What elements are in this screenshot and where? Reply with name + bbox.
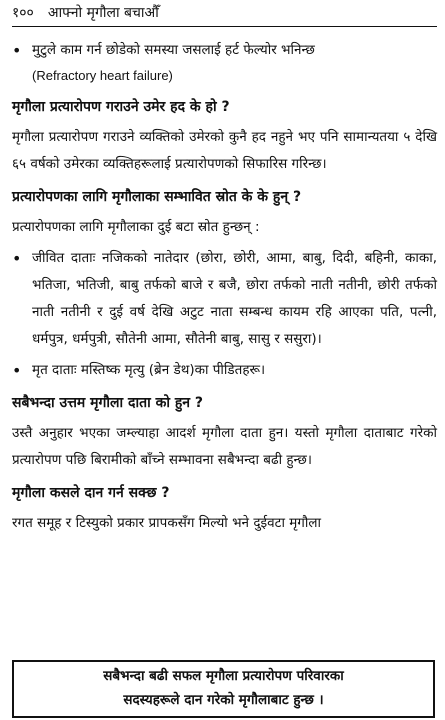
bullet-icon: • bbox=[12, 249, 22, 268]
callout-box bbox=[12, 660, 435, 718]
paragraph-who-can-donate: रगत समूह र टिस्युको प्रकार प्रापकसँग मिल्यो भने दुईवटा मृगौला bbox=[12, 515, 322, 531]
running-title: आफ्नो मृगौला बचाऔँ bbox=[47, 5, 159, 21]
book-page bbox=[12, 0, 437, 708]
list-item bbox=[12, 245, 437, 353]
paragraph-age-limit: मृगौला प्रत्यारोपण गराउने व्यक्तिको उमेरको कुनै हद नहुने भए पनि सामान्यतया ५ देखि ६५ वर्षको उमेरका व्यक्तिहरूलाई प्रत्यारोपणको सिफारिस गरिन्छ। bbox=[12, 129, 437, 172]
section-heading-who-can-donate: मृगौला कसले दान गर्न सक्छ ? bbox=[12, 485, 170, 501]
section-heading-best-donor: सबैभन्दा उत्तम मृगौला दाता को हुन ? bbox=[12, 395, 204, 411]
callout-line-2: सदस्यहरूले दान गरेको मृगौलाबाट हुन्छ । bbox=[123, 692, 324, 708]
paragraph-sources-intro: प्रत्यारोपणका लागि मृगौलाका दुई बटा स्रोत हुन्छन् : bbox=[12, 219, 260, 235]
page-number: १०० bbox=[12, 5, 34, 21]
paragraph-best-donor: उस्तै अनुहार भएका जम्ल्याहा आदर्श मृगौला दाता हुन। यस्तो मृगौला दाताबाट गरेको प्रत्यारोपण पछि बिरामीको बाँच्ने सम्भावना सबैभन्दा बढी हुन्छ। bbox=[12, 425, 437, 468]
bullet-icon: • bbox=[12, 361, 22, 380]
section-heading-age-limit: मृगौला प्रत्यारोपण गराउने उमेर हद के हो ? bbox=[12, 99, 230, 115]
section-heading-sources: प्रत्यारोपणका लागि मृगौलाका सम्भावित स्रोत के के हुन् ? bbox=[12, 189, 302, 205]
list-item-text: मृत दाताः मस्तिष्क मृत्यु (ब्रेन डेथ)का पीडितहरू। bbox=[32, 362, 266, 378]
running-header bbox=[12, 0, 437, 27]
bullet-icon: • bbox=[12, 41, 22, 60]
callout-line-1: सबैभन्दा बढी सफल मृगौला प्रत्यारोपण परिवारका bbox=[103, 668, 344, 684]
bullet-text: मुटुले काम गर्न छोडेको समस्या जसलाई हर्ट फेल्योर भनिन्छ bbox=[32, 42, 315, 58]
top-bullet bbox=[12, 37, 437, 88]
bullet-english-term: (Refractory heart failure) bbox=[32, 68, 173, 83]
list-item bbox=[12, 357, 437, 384]
list-item-text: जीवित दाताः नजिकको नातेदार (छोरा, छोरी, आमा, बाबु, दिदी, बहिनी, काका, भतिजा, भतिजी, बाबु तर्फको बाजे र बजै, छोरा तर्फको नाती नतीनी, छोरी तर्फको नाती नतीनी र दुई वर्ष देखि अटुट नाता सम्बन्ध कायम रहि आएका पति, पत्नी, धर्मपुत्र, धर्मपुत्री, सौतेनी आमा, सौतेनी बाबु, सासु र ससुरा)। bbox=[32, 250, 437, 347]
